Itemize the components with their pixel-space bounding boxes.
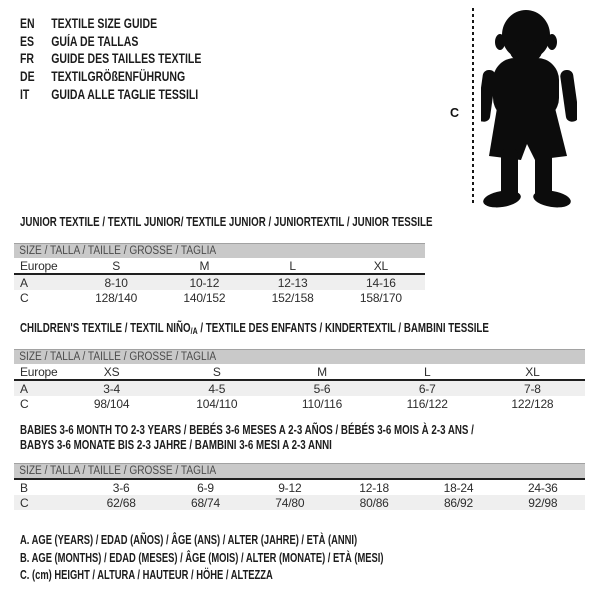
footnote-item: A. AGE (YEARS) / EDAD (AÑOS) / ÂGE (ANS) / ALTER (JAHRE) / ETÀ (ANNI): [20, 533, 358, 547]
row-cell: M: [317, 364, 327, 379]
row-cell: 5-6: [313, 381, 331, 396]
table-title: [20, 321, 489, 339]
size-table: [14, 463, 585, 510]
footnote-item: B. AGE (MONTHS) / EDAD (MESES) / ÂGE (MOIS) / ALTER (MONATE) / ETÀ (MESI): [20, 550, 384, 565]
footnote-item: C. (cm) HEIGHT / ALTURA / HAUTEUR / HÖHE / ALTEZZA: [20, 568, 273, 583]
size-header-label: SIZE / TALLA / TAILLE / GRÖSSE / TAGLIA: [19, 465, 217, 477]
height-label: C: [450, 106, 460, 120]
table-title-text: BABIES 3-6 MONTH TO 2-3 YEARS / BEBÉS 3-6 MESES A 2-3 AÑOS / BÉBÉS 3-6 MOIS À 2-3 ANS /: [20, 423, 474, 437]
language-row: [20, 85, 201, 103]
row-label: A: [20, 381, 28, 396]
row-cell: 62/68: [106, 495, 136, 510]
table-row: [14, 290, 425, 305]
row-cell: XL: [373, 258, 389, 273]
language-code: IT: [20, 86, 30, 102]
row-cell: 6-9: [197, 480, 214, 495]
row-label: C: [20, 495, 29, 510]
language-title: GUIDE DES TAILLES TEXTILE: [51, 51, 202, 67]
table-title-line: [20, 321, 489, 339]
size-header-bar: [14, 243, 425, 258]
table-row: [14, 480, 585, 495]
row-label: C: [20, 396, 29, 411]
row-cell: S: [212, 364, 221, 379]
size-header-label: SIZE / TALLA / TAILLE / GRÖSSE / TAGLIA: [19, 245, 217, 257]
language-row: [20, 33, 201, 51]
row-cell: 92/98: [528, 495, 558, 510]
row-cell: 86/92: [443, 495, 473, 510]
row-cell: 12-18: [359, 480, 389, 495]
language-row: [20, 68, 201, 86]
table-title-text: BABYS 3-6 MONATE BIS 2-3 JAHRE / BAMBINI 3-6 MESI A 2-3 ANNI: [20, 438, 332, 452]
table-row: [14, 258, 425, 275]
row-cell: XS: [103, 364, 120, 379]
table-row: [14, 275, 425, 290]
row-label: B: [20, 480, 28, 495]
language-title: GUIDA ALLE TAGLIE TESSILI: [51, 86, 199, 102]
table-row: [14, 381, 585, 396]
row-cell: 74/80: [275, 495, 305, 510]
language-list: [20, 15, 253, 103]
row-cell: S: [112, 258, 121, 273]
row-cell: 3-4: [103, 381, 120, 396]
row-label: Europe: [20, 258, 58, 273]
row-cell: 7-8: [524, 381, 541, 396]
row-cell: 140/152: [183, 290, 226, 305]
row-cell: 9-12: [278, 480, 302, 495]
row-cell: 152/158: [271, 290, 314, 305]
row-cell: 4-5: [208, 381, 226, 396]
size-table: [14, 243, 425, 305]
row-cell: 3-6: [112, 480, 130, 495]
size-header-label: SIZE / TALLA / TAILLE / GRÖSSE / TAGLIA: [19, 351, 217, 363]
footnotes: [20, 533, 505, 586]
row-cell: XL: [525, 364, 540, 379]
row-label: A: [20, 275, 28, 290]
language-code: DE: [20, 69, 35, 85]
row-label: C: [20, 290, 29, 305]
row-cell: 24-36: [527, 480, 558, 495]
language-title: GUÍA DE TALLAS: [51, 33, 139, 49]
language-code: EN: [20, 16, 35, 32]
height-measure-dotted-line: [472, 8, 474, 206]
table-title-line: [20, 438, 474, 453]
row-cell: M: [199, 258, 210, 273]
language-code: ES: [20, 33, 35, 49]
row-cell: L: [423, 364, 431, 379]
baby-silhouette-icon: [481, 8, 577, 210]
row-cell: L: [289, 258, 296, 273]
table-title-text: /A: [190, 326, 198, 336]
row-cell: 104/110: [196, 396, 238, 411]
language-title: TEXTILGRÖßENFÜHRUNG: [51, 69, 186, 85]
language-row: [20, 50, 201, 68]
language-row: [20, 15, 201, 33]
size-table: [14, 349, 585, 411]
row-label: Europe: [20, 364, 58, 379]
row-cell: 116/122: [406, 396, 448, 411]
row-cell: 110/116: [301, 396, 343, 411]
table-row: [14, 364, 585, 381]
language-title: TEXTILE SIZE GUIDE: [51, 16, 158, 32]
table-title: [20, 423, 474, 453]
table-title-text: / TEXTILE DES ENFANTS / KINDERTEXTIL / BAMBINI TESSILE: [197, 321, 489, 335]
size-header-bar: [14, 463, 585, 480]
row-cell: 6-7: [418, 381, 436, 396]
row-cell: 68/74: [190, 495, 220, 510]
table-title-line: [20, 423, 474, 438]
row-cell: 122/128: [511, 396, 554, 411]
row-cell: 10-12: [189, 275, 220, 290]
table-title-text: JUNIOR TEXTILE / TEXTIL JUNIOR/ TEXTILE JUNIOR / JUNIORTEXTIL / JUNIOR TESSILE: [20, 215, 433, 229]
table-row: [14, 396, 585, 411]
table-title-text: CHILDREN'S TEXTILE / TEXTIL NIÑO: [20, 321, 191, 335]
table-title: [20, 215, 432, 230]
table-title-line: [20, 215, 432, 230]
row-cell: 18-24: [443, 480, 474, 495]
row-cell: 12-13: [277, 275, 308, 290]
row-cell: 14-16: [366, 275, 396, 290]
row-cell: 158/170: [359, 290, 402, 305]
row-cell: 98/104: [93, 396, 130, 411]
row-cell: 128/140: [95, 290, 138, 305]
language-code: FR: [20, 51, 35, 67]
row-cell: 80/86: [359, 495, 389, 510]
row-cell: 8-10: [104, 275, 128, 290]
table-row: [14, 495, 585, 510]
size-header-bar: [14, 349, 585, 364]
